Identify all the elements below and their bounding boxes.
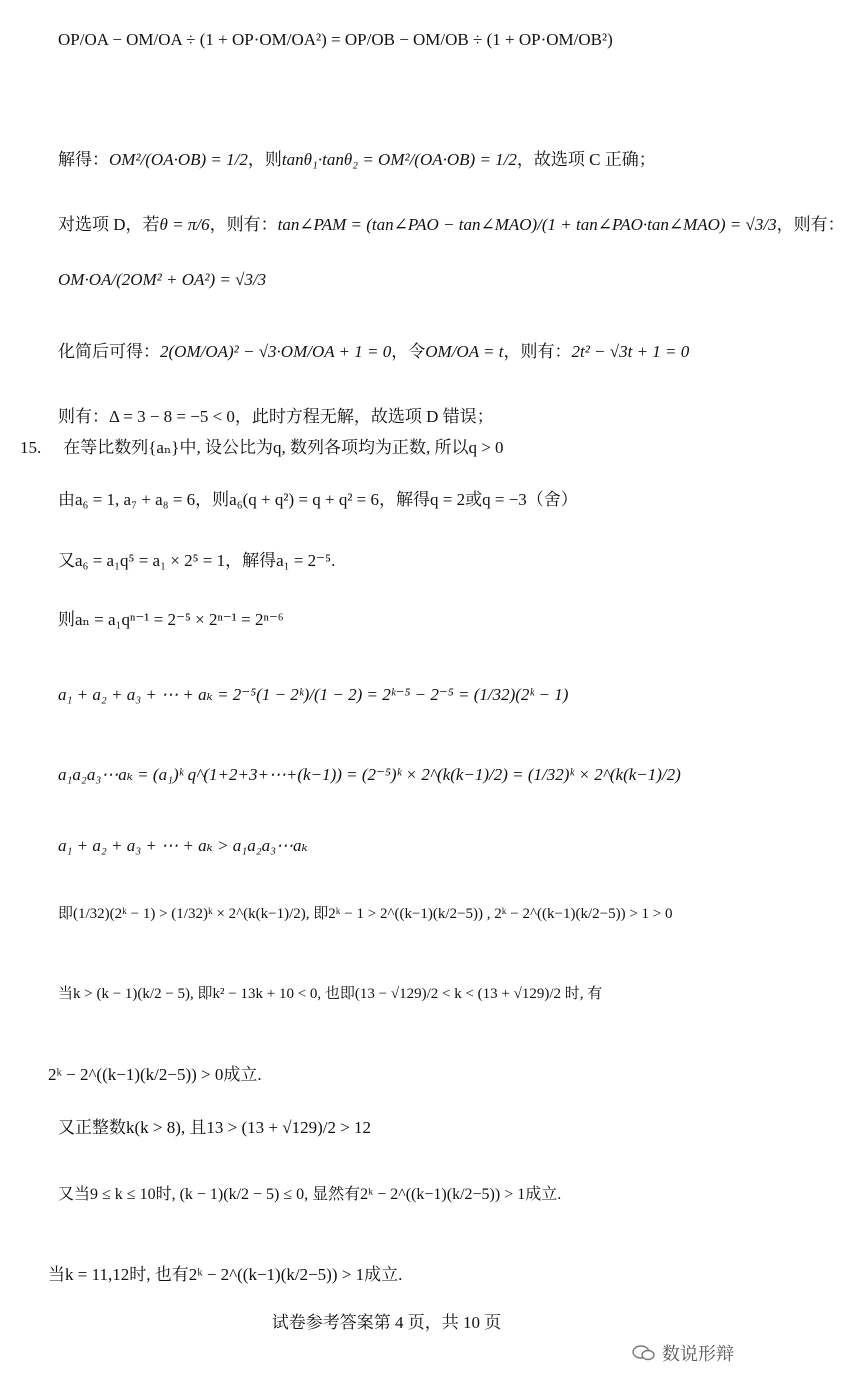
- math-span: OM²/(OA·OB) = 1/2: [109, 150, 248, 169]
- text-span: ，故选项 C 正确；: [516, 150, 656, 169]
- text-span: ，则: [247, 150, 282, 169]
- equation-line-1: [58, 30, 613, 50]
- equation-1-text: OP/OA − OM/OA ÷ (1 + OP·OM/OA²) = OP/OB − OM/OB ÷ (1 + OP·OM/OB²): [58, 30, 613, 49]
- math-span: tan∠PAM = (tan∠PAO − tan∠MAO)/(1 + tan∠PAO·tan∠MAO) = √3/3: [277, 215, 777, 234]
- text-span: 当k > (k − 1)(k/2 − 5), 即k² − 13k + 10 < 0, 也即(13 − √129)/2 < k < (13 + √129)/2 时, 有: [58, 986, 603, 1002]
- text-span: 即(1/32)(2ᵏ − 1) > (1/32)ᵏ × 2^(k(k−1)/2), 即2ᵏ − 1 > 2^((k−1)(k/2−5)) , 2ᵏ − 2^((k−1)(k/2−5)) > 1 > 0: [58, 906, 673, 922]
- math-span: a₁a₂a₃⋯aₖ = (a₁)ᵏ q^(1+2+3+⋯+(k−1)) = (2⁻⁵)ᵏ × 2^(k(k−1)/2) = (1/32)ᵏ × 2^(k(k−1)/2): [58, 765, 681, 784]
- text-span: 化简后可得：: [58, 342, 160, 361]
- math-span: a₁ + a₂ + a₃ + ⋯ + aₖ = 2⁻⁵(1 − 2ᵏ)/(1 − 2) = 2ᵏ⁻⁵ − 2⁻⁵ = (1/32)(2ᵏ − 1): [58, 685, 569, 704]
- text-span: 当k = 11,12时, 也有2ᵏ − 2^((k−1)(k/2−5)) > 1成立.: [48, 1265, 403, 1284]
- solution-line-6: [58, 407, 494, 427]
- text-span: 则有：Δ = 3 − 8 = −5 < 0，此时方程无解，故选项 D 错误；: [58, 407, 494, 426]
- text-span: 2ᵏ − 2^((k−1)(k/2−5)) > 0成立.: [48, 1065, 262, 1084]
- wechat-icon: [632, 1345, 656, 1361]
- solution-line-5: [58, 342, 689, 362]
- text-span: 在等比数列{aₙ}中, 设公比为q, 数列各项均为正数, 所以q > 0: [63, 438, 504, 457]
- math-span: tanθ₁·tanθ₂ = OM²/(OA·OB) = 1/2: [281, 150, 517, 169]
- solution-line-2: [58, 150, 656, 170]
- solution-line-18: [48, 1265, 402, 1285]
- solution-line-14: [58, 985, 602, 1003]
- text-span: 又正整数k(k > 8), 且13 > (13 + √129)/2 > 12: [58, 1118, 372, 1137]
- question-number: 15.: [20, 438, 42, 457]
- solution-line-10: [58, 685, 568, 705]
- solution-line-11: [58, 765, 681, 785]
- watermark-text: 数说形辩: [662, 1344, 734, 1365]
- text-span: 又a₆ = a₁q⁵ = a₁ × 2⁵ = 1，解得a₁ = 2⁻⁵.: [58, 551, 336, 570]
- solution-line-17: [58, 1185, 561, 1204]
- text-span: 则aₙ = a₁qⁿ⁻¹ = 2⁻⁵ × 2ⁿ⁻¹ = 2ⁿ⁻⁶: [58, 610, 284, 629]
- solution-line-4: [58, 270, 266, 290]
- math-span: 2(OM/OA)² − √3·OM/OA + 1 = 0: [160, 342, 392, 361]
- solution-line-9: [58, 610, 284, 630]
- math-span: OM·OA/(2OM² + OA²) = √3/3: [58, 270, 267, 289]
- text-span: ，则有：: [209, 215, 278, 234]
- question-15-header: [20, 438, 504, 458]
- watermark: [632, 1340, 734, 1366]
- solution-line-8: [58, 551, 335, 571]
- text-span: 解得：: [58, 150, 109, 169]
- text-span: ，令: [391, 342, 426, 361]
- math-span: OM/OA = t: [425, 342, 504, 361]
- solution-line-16: [58, 1118, 371, 1138]
- text-span: 由a₆ = 1, a₇ + a₈ = 6，则a₆(q + q²) = q + q² = 6，解得q = 2或q = −3（舍）: [58, 490, 578, 509]
- solution-line-7: [58, 490, 578, 510]
- math-span: a₁ + a₂ + a₃ + ⋯ + aₖ > a₁a₂a₃⋯aₖ: [58, 836, 308, 855]
- solution-line-12: [58, 836, 308, 856]
- math-span: 2t² − √3t + 1 = 0: [571, 342, 690, 361]
- solution-line-3: [58, 215, 845, 235]
- math-span: θ = π/6: [159, 215, 210, 234]
- page-footer: 试卷参考答案第 4 页，共 10 页: [271, 1313, 502, 1332]
- solution-line-15: [48, 1065, 262, 1085]
- text-span: 又当9 ≤ k ≤ 10时, (k − 1)(k/2 − 5) ≤ 0, 显然有2ᵏ − 2^((k−1)(k/2−5)) > 1成立.: [58, 1186, 562, 1203]
- text-span: ，则有：: [503, 342, 572, 361]
- solution-line-13: [58, 905, 673, 923]
- text-span: ，则有：: [776, 215, 845, 234]
- text-span: 对选项 D，若: [58, 215, 160, 234]
